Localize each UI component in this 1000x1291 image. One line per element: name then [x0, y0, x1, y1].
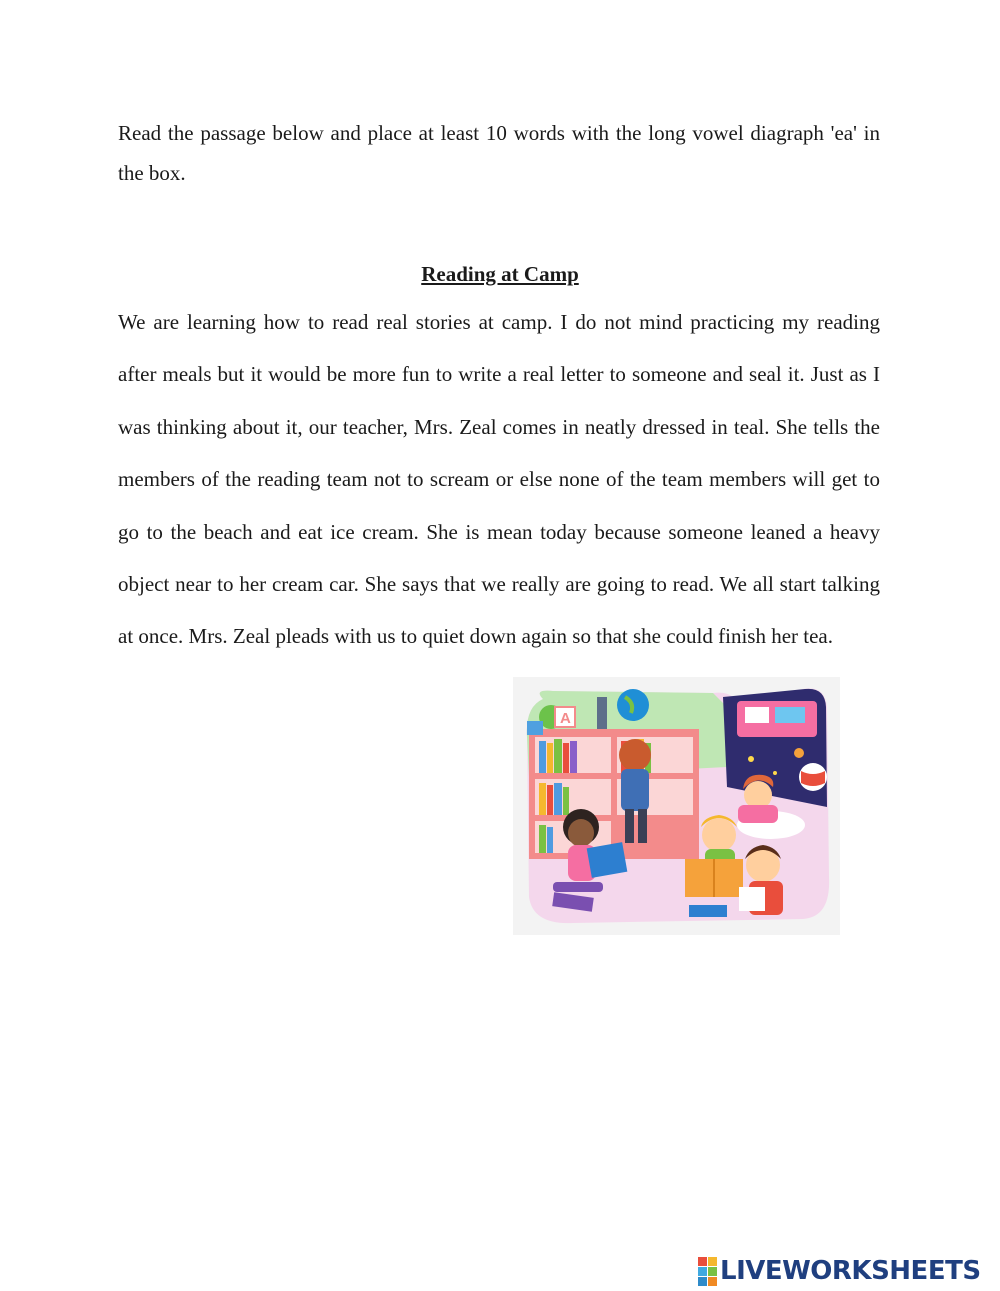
instructions-text: Read the passage below and place at least 10 words with the long vowel diagraph 'ea' in the box.: [118, 121, 880, 185]
passage-text: We are learning how to read real stories at camp. I do not mind practicing my reading after meals but it would be more fun to write a real letter to someone and seal it. Just as I was thinking about it, our teacher, Mrs. Zeal comes in neatly dressed in teal. She tells the members of the reading team not to scream or else none of the team members will get to go to the beach and eat ice cream. She is mean today because someone leaned a heavy object near to her cream car. She says that we really are going to read. We all start talking at once. Mrs. Zeal pleads with us to quiet down again so that she could finish her tea.: [118, 310, 880, 649]
logo-blocks-icon: [698, 1257, 717, 1286]
liveworksheets-logo: [698, 1256, 981, 1286]
children-reading-in-library-illustration-icon: [513, 677, 840, 935]
block-letter: A: [560, 710, 571, 727]
children-reading-illustration: [513, 677, 840, 935]
logo-text: LIVEWORKSHEETS: [720, 1256, 981, 1286]
passage-title: Reading at Camp: [421, 262, 579, 286]
